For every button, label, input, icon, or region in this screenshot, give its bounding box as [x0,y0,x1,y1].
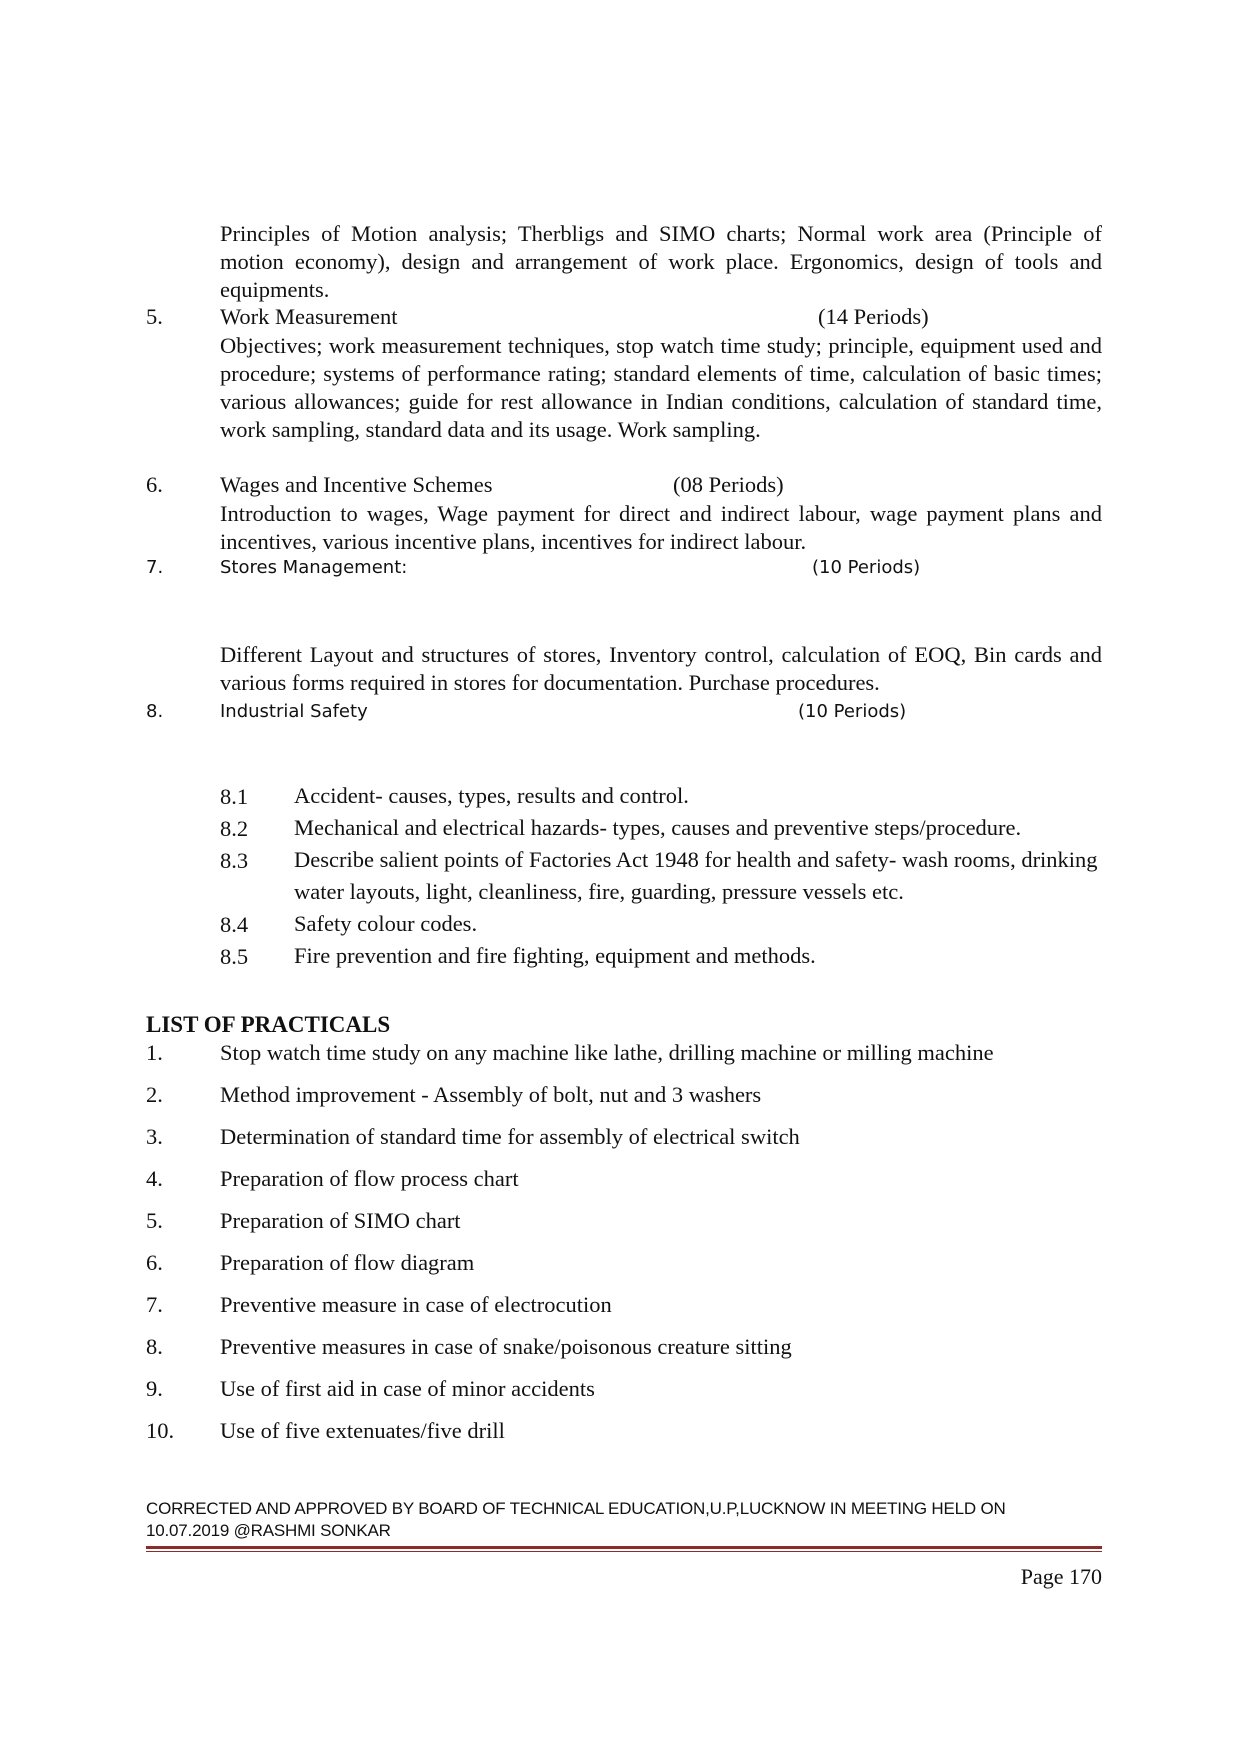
section-7-periods: (10 Periods) [812,557,921,578]
footer-rule [146,1546,1102,1549]
intro-paragraph: Principles of Motion analysis; Therbligs and SIMO charts; Normal work area (Principle of motion economy), design and arrangement of work place. Ergonomics, design of tools and equipments. [220,221,1102,302]
safety-item-text: Safety colour codes. [294,911,478,936]
section-6-title: Wages and Incentive Schemes [220,472,493,497]
practical-text: Use of first aid in case of minor accidents [220,1376,595,1401]
practical-number: 7. [146,1292,163,1317]
practical-text: Determination of standard time for assembly of electrical switch [220,1124,800,1149]
practical-text: Stop watch time study on any machine like lathe, drilling machine or milling machine [220,1040,994,1065]
practical-text: Preventive measures in case of snake/poisonous creature sitting [220,1334,792,1359]
practical-text: Preparation of SIMO chart [220,1208,461,1233]
safety-item-number: 8.2 [220,816,249,841]
safety-item-number: 8.5 [220,944,249,969]
practical-number: 8. [146,1334,163,1359]
safety-item-text: Fire prevention and fire fighting, equipment and methods. [294,943,816,968]
practical-number: 6. [146,1250,163,1275]
section-8-title: Industrial Safety [220,701,368,722]
footer-approval-line1: CORRECTED AND APPROVED BY BOARD OF TECHNICAL EDUCATION,U.P,LUCKNOW IN MEETING HELD ON [146,1499,1006,1518]
section-8-number: 8. [146,701,164,722]
safety-item-number: 8.3 [220,848,249,873]
section-6-periods: (08 Periods) [673,472,784,497]
practical-number: 10. [146,1418,175,1443]
section-7-title: Stores Management: [220,557,408,578]
practical-text: Preventive measure in case of electrocution [220,1292,612,1317]
practical-number: 5. [146,1208,163,1233]
safety-item-number: 8.1 [220,784,249,809]
practical-text: Preparation of flow process chart [220,1166,519,1191]
safety-item-text: Mechanical and electrical hazards- types, causes and preventive steps/procedure. [294,815,1022,840]
section-6-number: 6. [146,472,163,497]
section-5-number: 5. [146,304,163,329]
section-5-title: Work Measurement [220,304,398,329]
practical-number: 2. [146,1082,163,1107]
practical-text: Use of five extenuates/five drill [220,1418,505,1443]
page-number: Page 170 [1020,1564,1102,1589]
section-7-number: 7. [146,557,164,578]
section-6-body: Introduction to wages, Wage payment for direct and indirect labour, wage payment plans and incentives, various incentive plans, incentives for indirect labour. [220,501,1102,554]
safety-item-text: Accident- causes, types, results and control. [294,783,689,808]
practical-text: Method improvement - Assembly of bolt, nut and 3 washers [220,1082,762,1107]
practical-number: 1. [146,1040,163,1065]
footer-approval-line2: 10.07.2019 @RASHMI SONKAR [146,1521,391,1540]
section-8-periods: (10 Periods) [798,701,907,722]
safety-item-text: Describe salient points of Factories Act 1948 for health and safety- wash rooms, drinking water layouts, light, cleanliness, fire, guarding, pressure vessels etc. [294,847,1098,904]
practicals-heading: LIST OF PRACTICALS [146,1012,391,1037]
section-5-periods: (14 Periods) [818,304,929,329]
practical-number: 3. [146,1124,163,1149]
practical-number: 4. [146,1166,163,1191]
practical-text: Preparation of flow diagram [220,1250,475,1275]
footer-rule-thin [146,1551,1102,1552]
practical-number: 9. [146,1376,163,1401]
safety-item-number: 8.4 [220,912,249,937]
section-5-body: Objectives; work measurement techniques, stop watch time study; principle, equipment used and procedure; systems of performance rating; standard elements of time, calculation of basic times; various allowances; guide for rest allowance in Indian conditions, calculation of standard time, work sampling, standard data and its usage. Work sampling. [220,333,1102,442]
section-7-body: Different Layout and structures of stores, Inventory control, calculation of EOQ, Bin cards and various forms required in stores for documentation. Purchase procedures. [220,642,1102,695]
